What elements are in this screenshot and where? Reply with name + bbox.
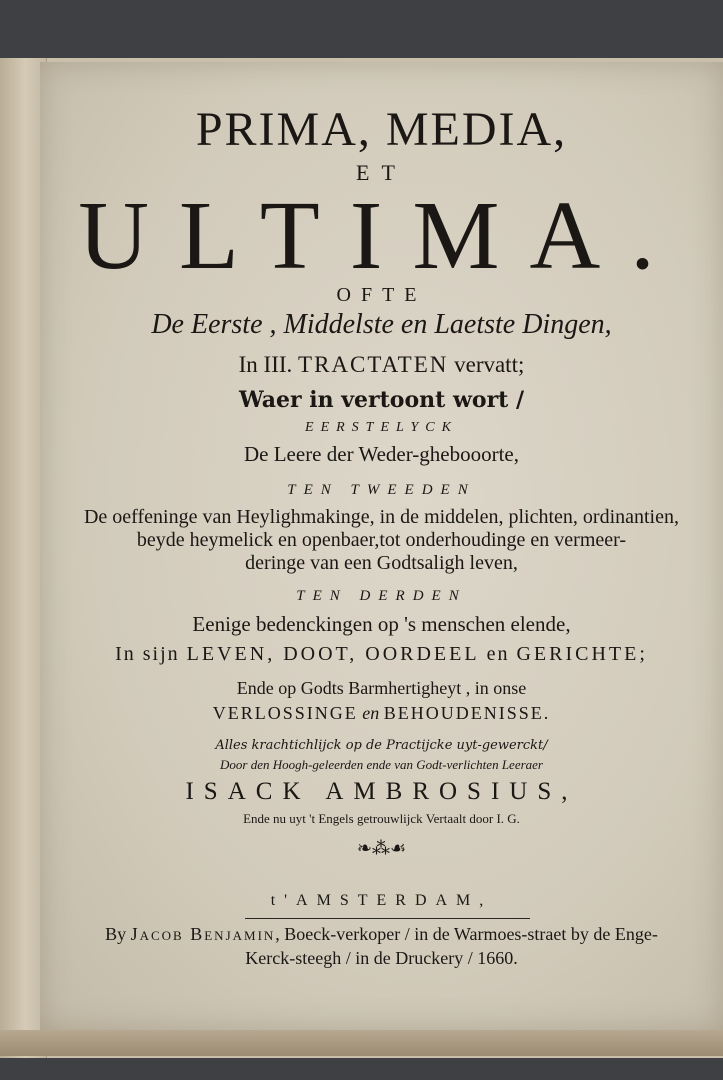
ofte-line: OFTE — [336, 284, 427, 306]
title-line-1: PRIMA, MEDIA, — [195, 103, 568, 156]
alles-line: Alles krachtichlijck op de Practijcke uyt-gewerckt/ — [215, 738, 548, 753]
book — [0, 58, 723, 1058]
verlossinge-a: VERLOSSINGE — [212, 703, 358, 723]
tractaten-prefix: In III. — [238, 352, 299, 377]
imprint-place: t'AMSTERDAM, — [270, 892, 493, 909]
vertaalt-line: Ende nu uyt 't Engels getrouwlijck Vertaalt door I. G. — [243, 811, 520, 826]
ende-line: Ende op Godts Barmhertigheyt , in onse — [236, 678, 527, 698]
verlossinge-mid: en — [357, 703, 384, 723]
derden-line-2-caps: LEVEN, DOOT, OORDEEL — [186, 643, 480, 665]
tractaten-line — [40, 352, 723, 378]
title-line-2: ET — [356, 160, 407, 185]
fleuron-ornament-icon: ❧⁂☙ — [356, 838, 407, 858]
imprint-rule — [245, 918, 530, 919]
title-line-3: ULTIMA. — [78, 182, 685, 290]
derden-heading: TEN DERDEN — [296, 588, 467, 604]
eerstelyck-text: De Leere der Weder-ghebooorte, — [243, 442, 520, 466]
imprint-printer-name: Jacob Benjamin — [130, 924, 276, 944]
derden-line-2 — [40, 643, 723, 666]
derden-line-2-prefix: In sijn — [115, 643, 187, 665]
derden-line-2-end: GERICHTE; — [516, 643, 648, 665]
derden-line-1: Eenige bedenckingen op 's menschen elende, — [192, 612, 571, 636]
tweeden-line-3: deringe van een Godtsaligh leven, — [245, 552, 518, 574]
verlossinge-line — [40, 703, 723, 724]
tweeden-heading: TEN TWEEDEN — [287, 482, 476, 498]
imprint-line-1-a: By — [105, 924, 131, 944]
imprint-line-2: Kerck-steegh / in de Druckery / 1660. — [245, 948, 518, 968]
tweeden-line-1: De oeffeninge van Heylighmakinge, in de middelen, plichten, ordinantien, — [83, 506, 679, 528]
title-page-content — [40, 62, 723, 1030]
derden-line-2-mid: en — [479, 643, 517, 665]
eerstelyck-heading: EERSTELYCK — [305, 420, 458, 435]
tweeden-line-2: beyde heymelick en openbaer,tot onderhoudinge en vermeer- — [136, 529, 627, 551]
tractaten-caps: TRACTATEN — [298, 352, 449, 377]
imprint-line-1 — [40, 924, 723, 945]
title-page — [40, 62, 723, 1030]
door-line: Door den Hoogh-geleerden ende van Godt-verlichten Leeraer — [220, 757, 543, 772]
imprint-line-1-b: , Boeck-verkoper / in de Warmoes-straet by de Enge- — [275, 924, 658, 944]
author-name: ISACK AMBROSIUS, — [185, 778, 578, 805]
verlossinge-b: BEHOUDENISSE. — [383, 703, 551, 723]
subtitle: De Eerste , Middelste en Laetste Dingen, — [151, 309, 612, 340]
waer-line: Waer in vertoont wort / — [238, 387, 525, 413]
tractaten-suffix: vervatt; — [448, 352, 525, 377]
page-bottom-edge — [0, 1030, 723, 1056]
